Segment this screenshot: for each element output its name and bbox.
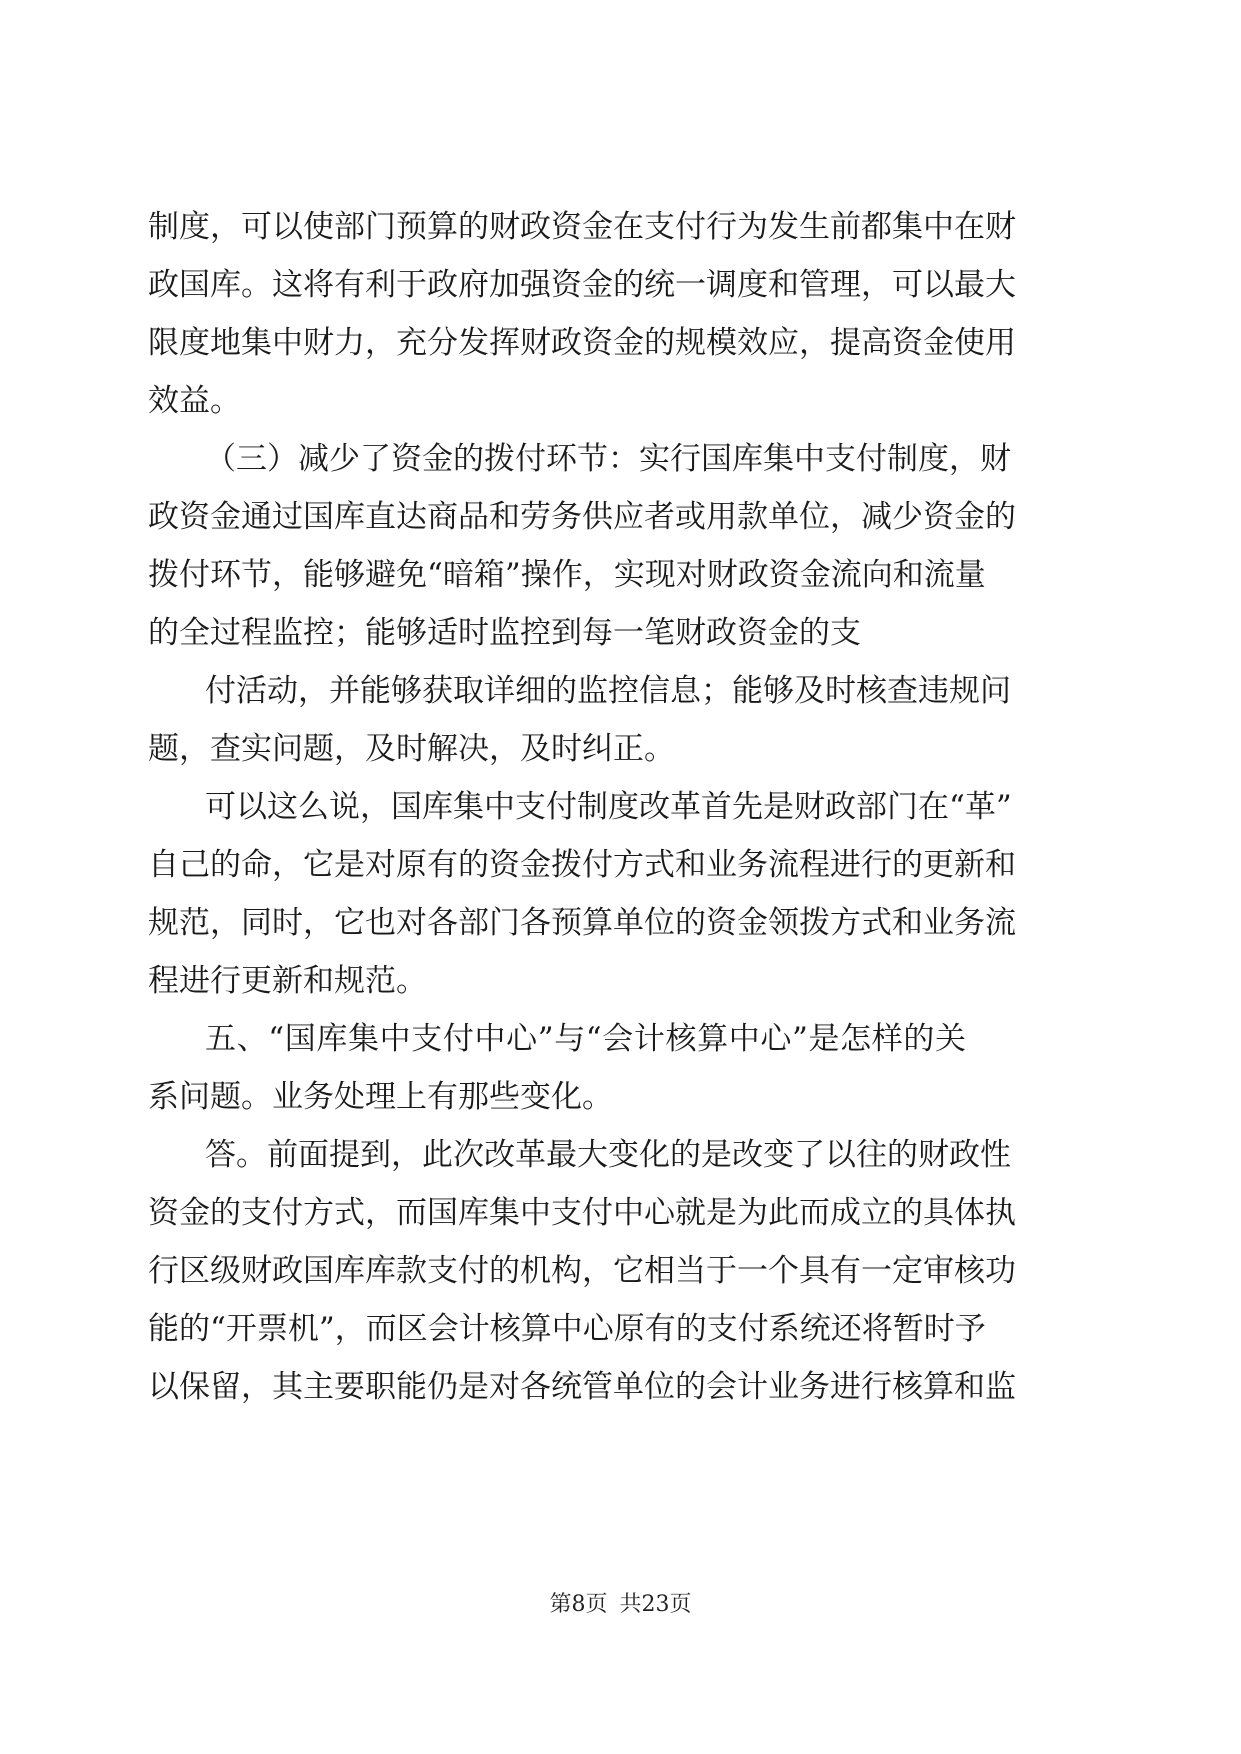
text-line: 题，查实问题，及时解决，及时纠正。 [148, 731, 675, 767]
text-line: 的全过程监控；能够适时监控到每一笔财政资金的支 [148, 615, 861, 651]
text-line: 以保留，其主要职能仍是对各统管单位的会计业务进行核算和监 [148, 1369, 1016, 1405]
page-total: 共23页 [619, 1592, 692, 1617]
text-line: （三）减少了资金的拨付环节：实行国库集中支付制度，财 [205, 441, 1011, 477]
text-line: 拨付环节，能够避免“暗箱”操作，实现对财政资金流向和流量 [148, 557, 986, 593]
text-line: 资金的支付方式，而国库集中支付中心就是为此而成立的具体执 [148, 1195, 1016, 1231]
text-line: 系问题。业务处理上有那些变化。 [148, 1079, 613, 1115]
text-line: 自己的命，它是对原有的资金拨付方式和业务流程进行的更新和 [148, 847, 1016, 883]
text-line: 限度地集中财力，充分发挥财政资金的规模效应，提高资金使用 [148, 325, 1016, 361]
text-line: 程进行更新和规范。 [148, 963, 427, 999]
text-line: 能的“开票机”，而区会计核算中心原有的支付系统还将暂时予 [148, 1311, 986, 1347]
page-footer [0, 1590, 1241, 1620]
text-line: 效益。 [148, 383, 241, 419]
text-line: 制度，可以使部门预算的财政资金在支付行为发生前都集中在财 [148, 209, 1016, 245]
text-line: 付活动，并能够获取详细的监控信息；能够及时核查违规问 [205, 673, 1011, 709]
text-line: 答。前面提到，此次改革最大变化的是改变了以往的财政性 [205, 1137, 1011, 1173]
text-line: 规范，同时，它也对各部门各预算单位的资金领拨方式和业务流 [148, 905, 1016, 941]
text-line: 行区级财政国库库款支付的机构，它相当于一个具有一定审核功 [148, 1253, 1016, 1289]
text-line: 五、“国库集中支付中心”与“会计核算中心”是怎样的关 [205, 1021, 966, 1057]
page-number: 第8页 [549, 1592, 608, 1617]
text-line: 政国库。这将有利于政府加强资金的统一调度和管理，可以最大 [148, 267, 1016, 303]
text-line: 可以这么说，国库集中支付制度改革首先是财政部门在“革” [205, 789, 1012, 825]
text-line: 政资金通过国库直达商品和劳务供应者或用款单位，减少资金的 [148, 499, 1016, 535]
